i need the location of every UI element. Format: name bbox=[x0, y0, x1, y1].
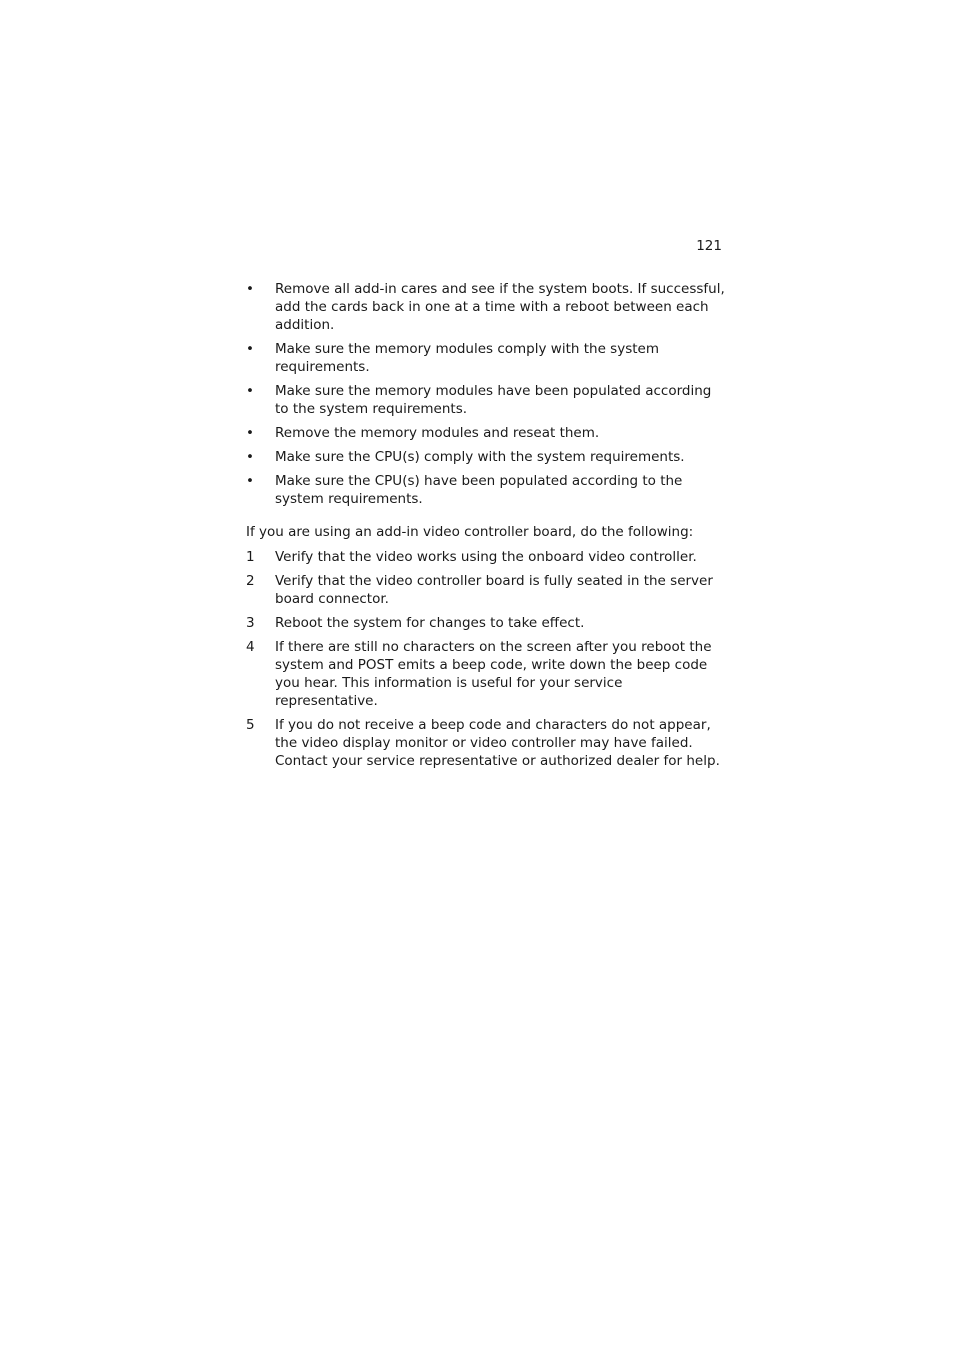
step-text: If you do not receive a beep code and characters do not appear, the video display monitor or video controller may have failed. Contact your service representative or authorized dealer for help. bbox=[275, 717, 720, 769]
bullet-item bbox=[246, 280, 726, 334]
bullet-text: Make sure the CPU(s) have been populated according to the system requirements. bbox=[275, 473, 683, 507]
bullet-marker: • bbox=[246, 425, 254, 441]
step-text: Reboot the system for changes to take effect. bbox=[275, 615, 585, 631]
bullet-marker: • bbox=[246, 449, 254, 465]
step-text: If there are still no characters on the screen after you reboot the system and POST emits a beep code, write down the beep code you hear. This information is useful for your service representative. bbox=[275, 639, 712, 709]
bullet-text: Remove all add-in cares and see if the system boots. If successful, add the cards back in one at a time with a reboot between each addition. bbox=[275, 281, 725, 333]
bullet-text: Make sure the memory modules comply with the system requirements. bbox=[275, 341, 659, 375]
step-number: 5 bbox=[246, 717, 255, 733]
bullet-marker: • bbox=[246, 341, 254, 357]
step-number: 3 bbox=[246, 615, 255, 631]
step-item bbox=[246, 716, 726, 770]
step-text: Verify that the video works using the onboard video controller. bbox=[275, 549, 697, 565]
bullet-text: Remove the memory modules and reseat them. bbox=[275, 425, 600, 441]
bullet-item bbox=[246, 424, 726, 442]
bullet-list bbox=[246, 280, 726, 508]
bullet-marker: • bbox=[246, 281, 254, 297]
bullet-text: Make sure the CPU(s) comply with the system requirements. bbox=[275, 449, 685, 465]
step-number: 4 bbox=[246, 639, 255, 655]
step-text: Verify that the video controller board is fully seated in the server board connector. bbox=[275, 573, 713, 607]
step-item bbox=[246, 548, 726, 566]
step-number: 1 bbox=[246, 549, 255, 565]
intro-paragraph: If you are using an add-in video controller board, do the following: bbox=[246, 524, 694, 540]
bullet-item bbox=[246, 448, 726, 466]
page-number: 121 bbox=[696, 238, 722, 254]
numbered-steps bbox=[246, 548, 726, 770]
step-number: 2 bbox=[246, 573, 255, 589]
bullet-text: Make sure the memory modules have been populated according to the system requirements. bbox=[275, 383, 712, 417]
bullet-item bbox=[246, 472, 726, 508]
step-item bbox=[246, 638, 726, 710]
bullet-marker: • bbox=[246, 383, 254, 399]
step-item bbox=[246, 614, 726, 632]
bullet-item bbox=[246, 340, 726, 376]
step-item bbox=[246, 572, 726, 608]
bullet-item bbox=[246, 382, 726, 418]
bullet-marker: • bbox=[246, 473, 254, 489]
page-content bbox=[246, 280, 726, 776]
